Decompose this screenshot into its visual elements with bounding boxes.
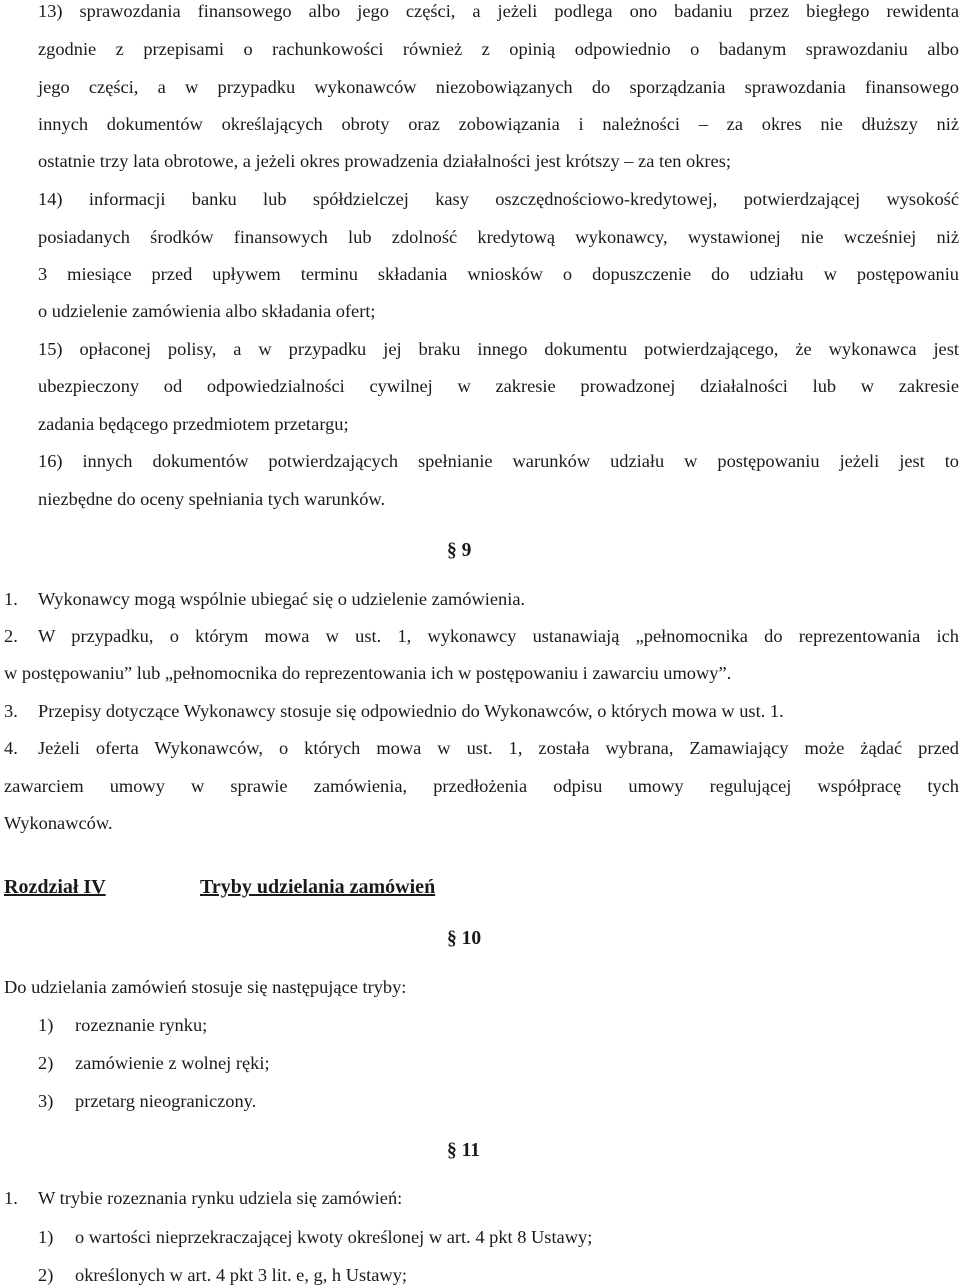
item-16-line: niezbędne do oceny spełniania tych warunków.	[38, 489, 386, 509]
item-14-line: posiadanych środków finansowych lub zdolność kredytową wykonawcy, wystawionej nie wcześniej niż	[38, 227, 959, 247]
item-16-line: 16) innych dokumentów potwierdzających spełnianie warunków udziału w postępowaniu jeżeli jest to	[38, 451, 959, 471]
item-14-line: 3 miesiące przed upływem terminu składania wniosków o dopuszczenie do udziału w postępowaniu	[38, 264, 959, 284]
list-number: 3)	[38, 1091, 54, 1111]
item-14-line: 14) informacji banku lub spółdzielczej kasy oszczędnościowo-kredytowej, potwierdzającej wysokość	[38, 189, 959, 209]
para-text: W przypadku, o którym mowa w ust. 1, wykonawcy ustanawiają „pełnomocnika do reprezentowania ich	[38, 626, 959, 646]
para-number: 1.	[4, 589, 18, 609]
list-number: 2)	[38, 1053, 54, 1073]
list-number: 2)	[38, 1265, 54, 1285]
item-13-line: 13) sprawozdania finansowego albo jego części, a jeżeli podlega ono badaniu przez biegłego rewidenta	[38, 1, 959, 21]
list-item: określonych w art. 4 pkt 3 lit. e, g, h Ustawy;	[75, 1265, 408, 1285]
item-15-line: zadania będącego przedmiotem przetargu;	[38, 414, 349, 434]
para-number: 3.	[4, 701, 18, 721]
section-number: 11	[461, 1140, 481, 1161]
para-text: Wykonawców.	[4, 813, 113, 833]
section-sign-icon: §	[447, 540, 457, 561]
chapter-label: Rozdział IV	[4, 876, 106, 898]
section-10-heading	[447, 929, 481, 949]
para-number: 4.	[4, 738, 18, 758]
list-item: zamówienie z wolnej ręki;	[75, 1053, 270, 1073]
para-text: Jeżeli oferta Wykonawców, o których mowa w ust. 1, została wybrana, Zamawiający może żądać przed	[38, 738, 959, 758]
item-13-line: zgodnie z przepisami o rachunkowości również z opinią odpowiednio o badanym sprawozdaniu albo	[38, 39, 959, 59]
para-number: 1.	[4, 1188, 18, 1208]
section-sign-icon: §	[447, 928, 457, 949]
para-text: w postępowaniu” lub „pełnomocnika do reprezentowania ich w postępowaniu i zawarciu umowy”.	[4, 663, 732, 683]
section-number: 10	[461, 928, 482, 949]
item-15-line: ubezpieczony od odpowiedzialności cywilnej w zakresie prowadzonej działalności lub w zakresie	[38, 376, 959, 396]
list-item: o wartości nieprzekraczającej kwoty określonej w art. 4 pkt 8 Ustawy;	[75, 1227, 593, 1247]
item-13-line: innych dokumentów określających obroty oraz zobowiązania i należności – za okres nie dłuższy niż	[38, 114, 959, 134]
para-text: W trybie rozeznania rynku udziela się zamówień:	[38, 1188, 403, 1208]
para-text: Wykonawcy mogą wspólnie ubiegać się o udzielenie zamówienia.	[38, 589, 526, 609]
chapter-title: Tryby udzielania zamówień	[200, 876, 436, 898]
section-10-intro: Do udzielania zamówień stosuje się następujące tryby:	[4, 977, 407, 997]
section-9-heading	[447, 541, 471, 561]
list-item: przetarg nieograniczony.	[75, 1091, 257, 1111]
section-11-heading	[447, 1141, 480, 1161]
list-number: 1)	[38, 1015, 54, 1035]
item-14-line: o udzielenie zamówienia albo składania ofert;	[38, 301, 376, 321]
section-number: 9	[461, 540, 472, 561]
section-sign-icon: §	[447, 1140, 457, 1161]
item-15-line: 15) opłaconej polisy, a w przypadku jej braku innego dokumentu potwierdzającego, że wykonawca jest	[38, 339, 959, 359]
list-item: rozeznanie rynku;	[75, 1015, 208, 1035]
para-text: zawarciem umowy w sprawie zamówienia, przedłożenia odpisu umowy regulującej współpracę tych	[4, 776, 959, 796]
list-number: 1)	[38, 1227, 54, 1247]
para-text: Przepisy dotyczące Wykonawcy stosuje się odpowiednio do Wykonawców, o których mowa w ust. 1.	[38, 701, 784, 721]
para-number: 2.	[4, 626, 18, 646]
item-13-line: jego części, a w przypadku wykonawców niezobowiązanych do sporządzania sprawozdania finansowego	[38, 77, 959, 97]
item-13-line: ostatnie trzy lata obrotowe, a jeżeli okres prowadzenia działalności jest krótszy – za ten okres;	[38, 151, 731, 171]
